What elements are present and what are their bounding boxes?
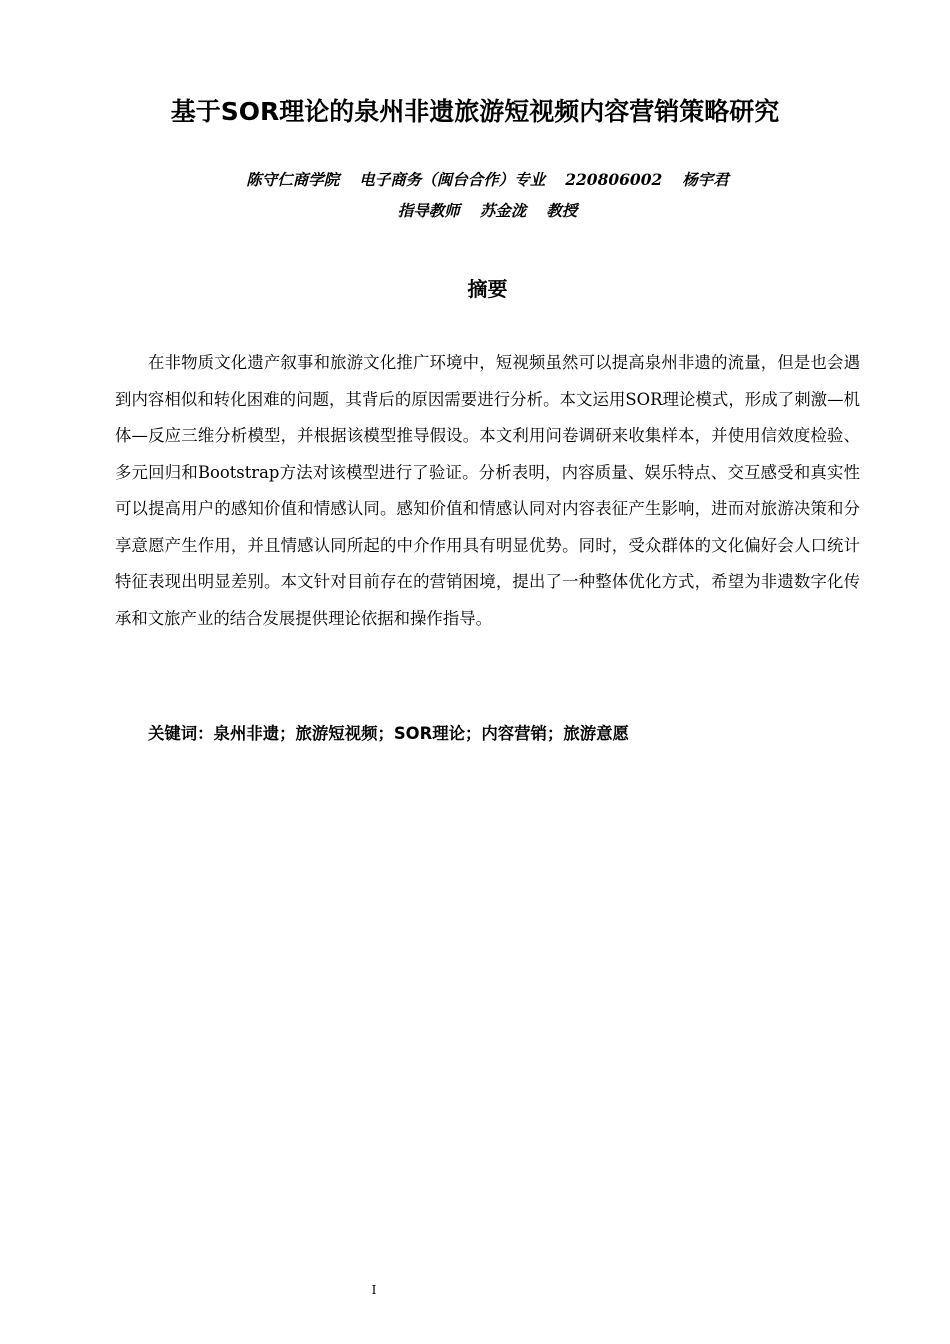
keywords-line: 关键词：泉州非遗；旅游短视频；SOR理论；内容营销；旅游意愿 [148, 724, 629, 743]
document-title: 基于SOR理论的泉州非遗旅游短视频内容营销策略研究 [170, 97, 780, 126]
advisor-name: 苏金泷 [479, 201, 527, 220]
major-name: 电子商务（闽台合作）专业 [359, 170, 546, 189]
advisor-title: 教授 [546, 201, 578, 220]
abstract-body: 在非物质文化遗产叙事和旅游文化推广环境中，短视频虽然可以提高泉州非遗的流量，但是也会遇到内容相似和转化困难的问题，其背后的原因需要进行分析。本文运用SOR理论模式，形成了刺激—机体—反应三维分析模型，并根据该模型推导假设。本文利用问卷调研来收集样本，并使用信效度检验、多元回归和Bootstrap方法对该模型进行了验证。分析表明，内容质量、娱乐特点、交互感受和真实性可以提高用户的感知价值和情感认同。感知价值和情感认同对内容表征产生影响，进而对旅游决策和分享意愿产生作用，并且情感认同所起的中介作用具有明显优势。同时，受众群体的文化偏好会人口统计特征表现出明显差别。本文针对目前存在的营销困境，提出了一种整体优化方式，希望为非遗数字化传承和文旅产业的结合发展提供理论依据和操作指导。 [115, 353, 860, 628]
school-name: 陈守仁商学院 [246, 170, 340, 189]
abstract-heading: 摘要 [467, 277, 508, 301]
page-number: I [371, 1283, 377, 1297]
advisor-info-line [0, 199, 950, 223]
student-id: 220806002 [565, 170, 663, 189]
student-name: 杨宇君 [682, 170, 729, 189]
advisor-label: 指导教师 [397, 201, 460, 220]
author-info-line [0, 168, 950, 192]
